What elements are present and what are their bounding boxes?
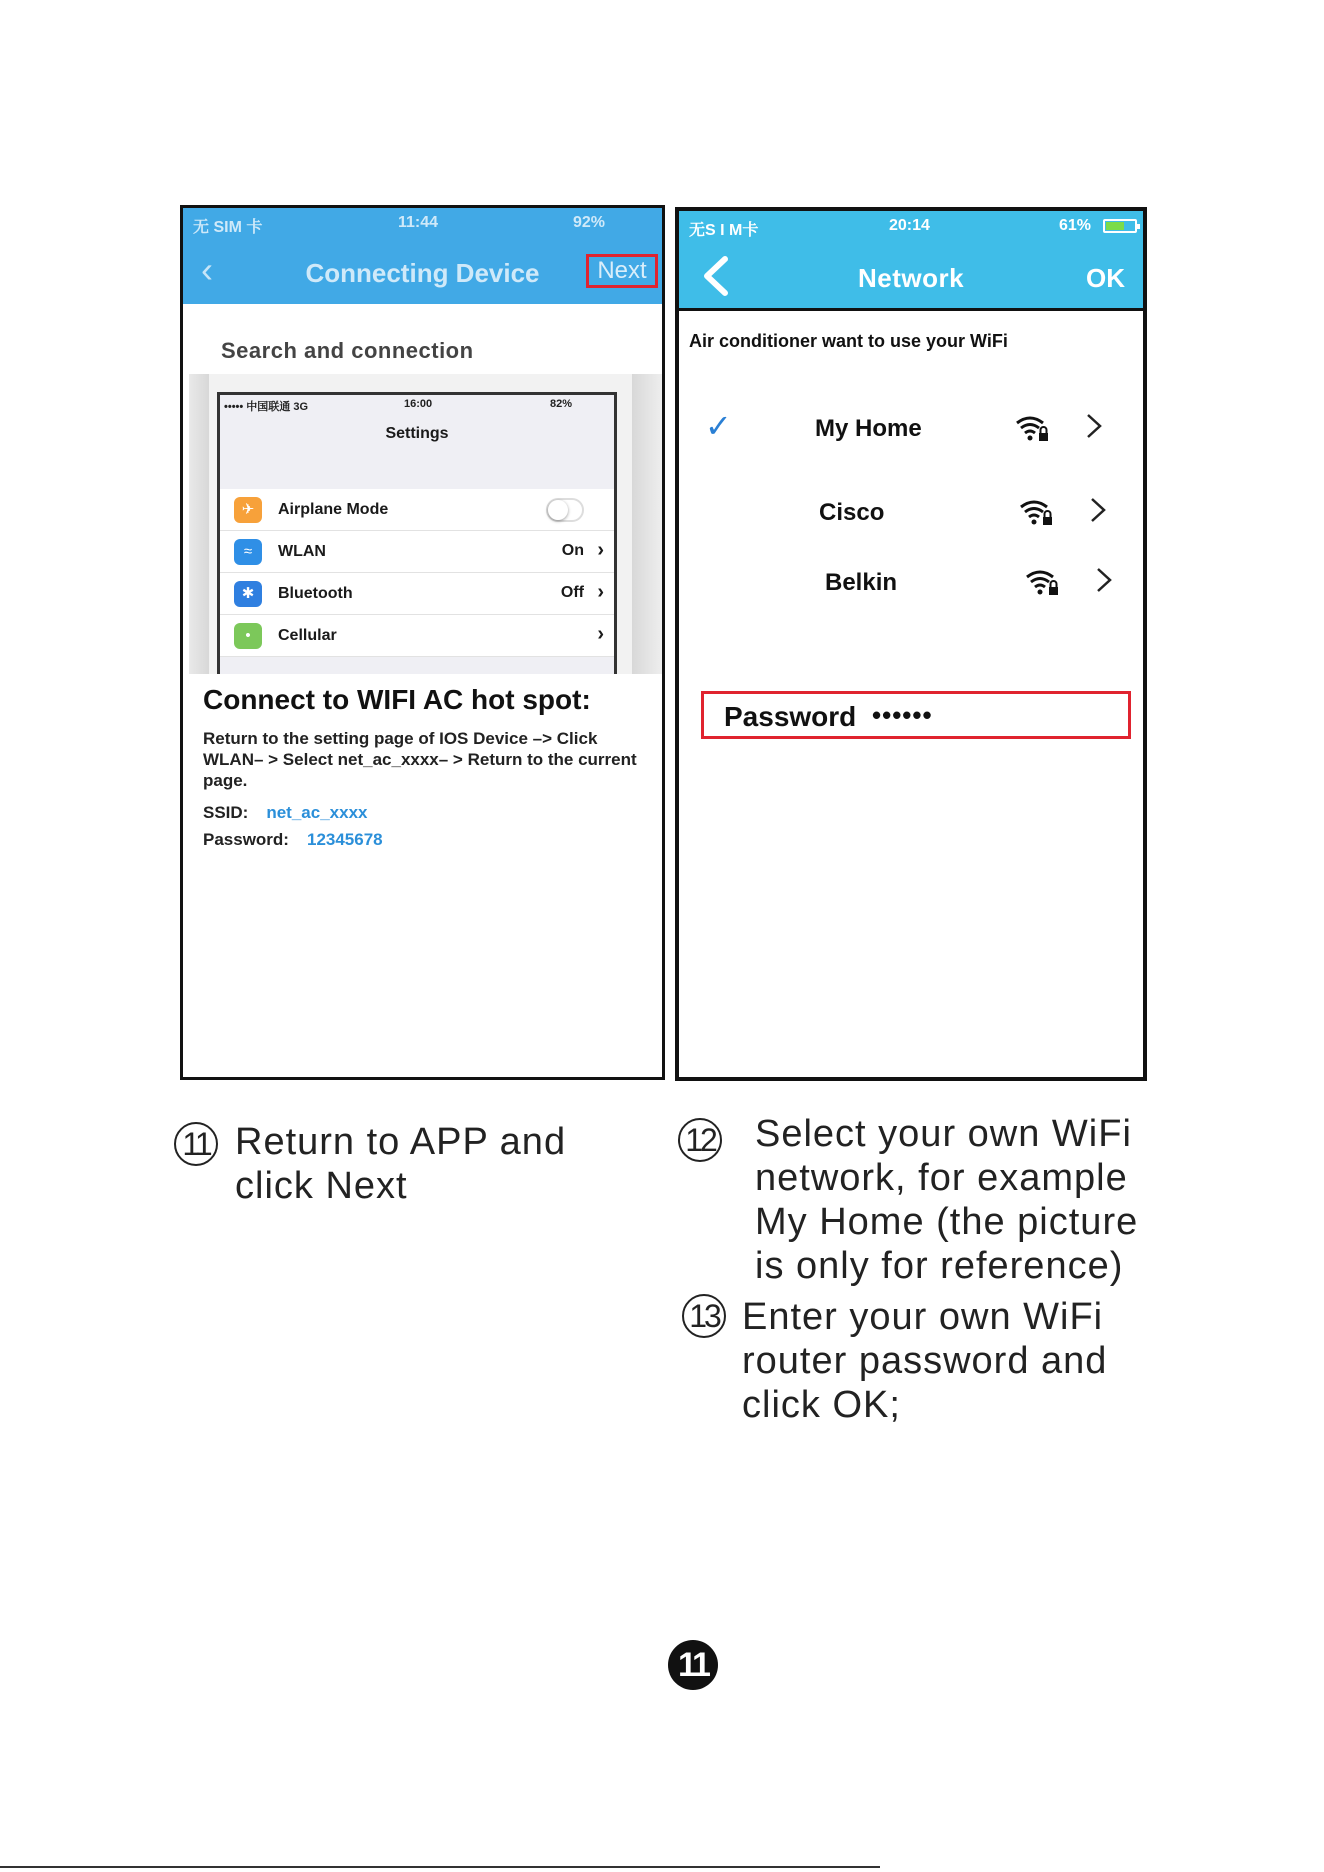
settings-row-bluetooth[interactable] (220, 573, 614, 615)
settings-row-cellular[interactable] (220, 615, 614, 657)
chevron-right-icon: › (597, 539, 604, 561)
network-item-my-home[interactable] (679, 407, 1143, 451)
wifi-lock-icon (1025, 567, 1059, 597)
password-value: 12345678 (306, 830, 383, 849)
page-title: Network (857, 263, 965, 293)
settings-row-label: Cellular (278, 627, 337, 644)
battery-text: 61% (1059, 217, 1092, 234)
step-12-caption: Select your own WiFi network, for example My Home (the picture is only for reference) (755, 1113, 1139, 1287)
network-name: My Home (815, 415, 922, 442)
network-screen (675, 207, 1147, 1081)
password-label: Password (724, 701, 857, 732)
wifi-prompt: Air conditioner want to use your WiFi (689, 331, 1008, 351)
network-item-belkin[interactable] (679, 561, 1143, 605)
wifi-icon: ≈ (234, 539, 262, 565)
airplane-icon: ✈ (234, 497, 262, 523)
chevron-right-icon (1087, 495, 1109, 525)
settings-status-bar (220, 395, 614, 413)
settings-title: Settings (385, 425, 449, 442)
settings-screenshot (189, 374, 662, 674)
network-name: Belkin (825, 569, 898, 596)
step-number-13: 13 (682, 1294, 726, 1338)
settings-clock: 16:00 (404, 398, 433, 410)
battery-icon (1103, 219, 1137, 233)
page-number: 11 (668, 1640, 718, 1690)
settings-battery: 82% (550, 398, 573, 410)
password-mask: •••••• (872, 700, 933, 730)
password-line (203, 830, 383, 850)
ok-button[interactable]: OK (1086, 263, 1125, 293)
step-11-caption: Return to APP and click Next (235, 1121, 567, 1207)
settings-row-wlan[interactable] (220, 531, 614, 573)
network-item-cisco[interactable] (679, 491, 1143, 535)
next-button[interactable]: Next (586, 254, 658, 288)
instructions-text: Return to the setting page of IOS Device –> Click WLAN– > Select net_ac_xxxx– > Return to the current page. (203, 729, 637, 790)
clock-text: 11:44 (398, 214, 439, 231)
settings-frame (217, 392, 617, 674)
phone-edge-left (189, 374, 209, 674)
nav-bar (679, 241, 1143, 311)
step-number-11: 11 (174, 1122, 218, 1166)
status-bar (679, 211, 1143, 241)
settings-list (220, 489, 614, 657)
chevron-right-icon: › (597, 623, 604, 645)
cellular-icon: • (234, 623, 262, 649)
settings-row-label: Bluetooth (278, 585, 353, 602)
carrier-text: 无S I M卡 (689, 222, 759, 239)
back-arrow-icon[interactable]: ‹ (201, 249, 213, 290)
airplane-toggle[interactable] (546, 498, 584, 522)
wifi-lock-icon (1015, 413, 1049, 443)
ssid-label: SSID: (203, 803, 249, 822)
settings-carrier: ••••• 中国联通 3G (224, 401, 309, 413)
step-number-12: 12 (678, 1118, 722, 1162)
connecting-device-screen (180, 205, 665, 1080)
chevron-right-icon: › (597, 581, 604, 603)
chevron-right-icon (1093, 565, 1115, 595)
phone-edge-right (632, 374, 662, 674)
network-name: Cisco (819, 499, 885, 526)
password-field[interactable] (701, 691, 1131, 739)
settings-row-value: Off (560, 584, 584, 601)
settings-row-label: Airplane Mode (278, 501, 389, 518)
bottom-rule (0, 1866, 880, 1868)
nav-bar (183, 238, 662, 304)
ssid-value: net_ac_xxxx (266, 803, 368, 822)
chevron-right-icon (1083, 411, 1105, 441)
wifi-lock-icon (1019, 497, 1053, 527)
page-title: Connecting Device (305, 258, 540, 288)
password-label: Password: (203, 830, 289, 849)
carrier-text: 无 SIM 卡 (193, 219, 263, 236)
battery-text: 92% (573, 214, 606, 231)
step-13-caption: Enter your own WiFi router password and click OK; (742, 1296, 1108, 1426)
connect-heading: Connect to WIFI AC hot spot: (203, 684, 591, 715)
settings-row-label: WLAN (278, 543, 326, 560)
clock-text: 20:14 (889, 217, 930, 234)
search-connection-label: Search and connection (221, 338, 474, 363)
settings-row-value: On (561, 542, 584, 559)
ssid-line (203, 803, 367, 823)
checkmark-icon: ✓ (705, 408, 732, 444)
bluetooth-icon: ✱ (234, 581, 262, 607)
status-bar (183, 208, 662, 238)
settings-row-airplane[interactable] (220, 489, 614, 531)
